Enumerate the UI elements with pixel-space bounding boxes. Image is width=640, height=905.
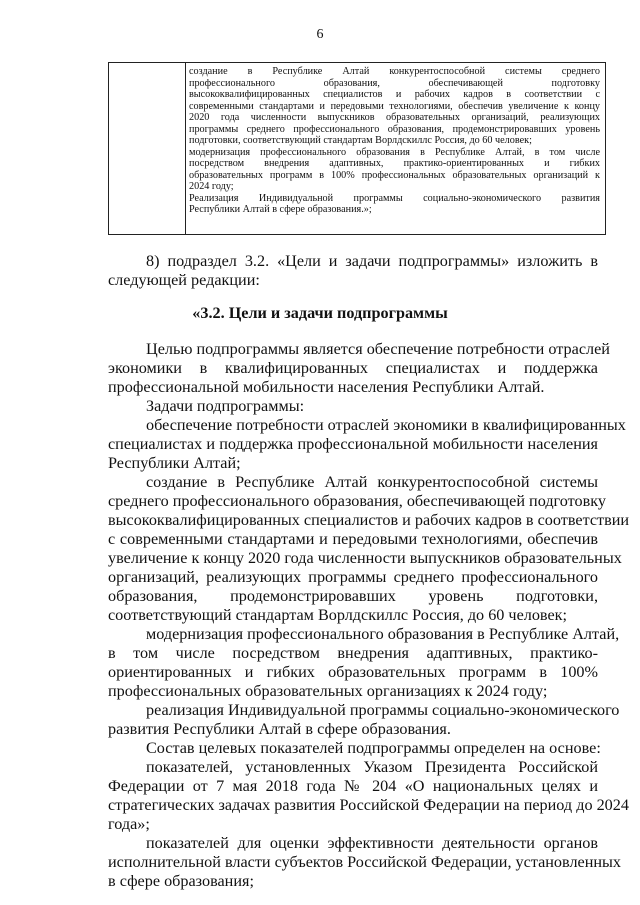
- body-line: экономики в квалифицированных специалистах и поддержка: [108, 359, 598, 377]
- table-cell-line: Республики Алтай в сфере образования.»;: [189, 204, 372, 215]
- table-cell-line: высококвалифицированных специалистов и рабочих кадров в соответствии с: [189, 89, 600, 100]
- body-line: Целью подпрограммы является обеспечение потребности отраслей: [146, 340, 610, 358]
- body-line: стратегических задачах развития Российской Федерации на период до 2024: [108, 796, 629, 814]
- body-line: показателей для оценки эффективности деятельности органов: [146, 834, 598, 852]
- body-line: образования, продемонстрировавших уровень подготовки,: [108, 587, 598, 605]
- body-line: модернизация профессионального образования в Республике Алтай,: [146, 625, 620, 643]
- intro-line: 8) подраздел 3.2. «Цели и задачи подпрограммы» изложить в: [146, 252, 598, 270]
- body-line: исполнительной власти субъектов Российской Федерации, установленных: [108, 853, 622, 871]
- body-line: года»;: [108, 815, 150, 833]
- body-line: обеспечение потребности отраслей экономики в квалифицированных: [146, 416, 626, 434]
- body-line: Республики Алтай;: [108, 454, 241, 472]
- intro-line: следующей редакции:: [108, 271, 260, 289]
- page-number: 6: [316, 27, 324, 42]
- section-body: [108, 340, 630, 891]
- body-line: среднего профессионального образования, обеспечивающей подготовку: [108, 492, 607, 510]
- table-cell-line: образовательных программ в 100% профессиональных образовательных организаций к: [189, 169, 600, 181]
- body-line: профессиональной мобильности населения Республики Алтай.: [108, 378, 545, 396]
- table-right-cell: [189, 66, 600, 216]
- body-line: в сфере образования;: [108, 872, 254, 890]
- body-line: организаций, реализующих программы среднего профессионального: [108, 568, 598, 586]
- body-line: показателей, установленных Указом Президента Российской: [146, 758, 598, 776]
- body-line: с современными стандартами и передовыми технологиями, обеспечив: [108, 530, 598, 548]
- body-line: ориентированных и гибких образовательных программ в 100%: [108, 663, 598, 681]
- body-line: Состав целевых показателей подпрограммы определен на основе:: [146, 739, 601, 757]
- table-cell-line: программы среднего профессионального образования, продемонстрировавших уровень: [189, 123, 600, 135]
- table-cell-line: посредством внедрения адаптивных, практико-ориентированных и гибких: [189, 158, 600, 169]
- table-cell-line: создание в Республике Алтай конкурентоспособной системы среднего: [189, 66, 600, 77]
- amendment-intro: [108, 252, 598, 290]
- body-line: соответствующий стандартам Ворлдскиллс Россия, до 60 человек;: [108, 606, 568, 624]
- continuation-table: [108, 62, 606, 235]
- table-cell-line: профессионального образования, обеспечивающей подготовку: [189, 77, 600, 89]
- body-line: увеличение к концу 2020 года численности выпускников образовательных: [108, 549, 622, 567]
- body-line: создание в Республике Алтай конкурентоспособной системы: [146, 473, 598, 491]
- body-line: профессиональных образовательных организациях к 2024 году;: [108, 682, 548, 700]
- section-heading: «3.2. Цели и задачи подпрограммы: [192, 304, 448, 322]
- table-cell-line: 2020 года численности выпускников образовательных организаций, реализующих: [189, 112, 600, 123]
- body-line: специалистах и поддержка профессиональной мобильности населения: [108, 435, 598, 453]
- table-cell-line: подготовки, соответствующий стандартам Ворлдскиллс Россия, до 60 человек;: [189, 135, 532, 146]
- body-line: высококвалифицированных специалистов и рабочих кадров в соответствии: [108, 511, 630, 529]
- table-left-column: [109, 63, 186, 234]
- body-line: Задачи подпрограммы:: [146, 397, 305, 415]
- body-line: Федерации от 7 мая 2018 года № 204 «О национальных целях и: [108, 777, 598, 795]
- table-cell-line: 2024 году;: [189, 181, 234, 192]
- body-line: в том числе посредством внедрения адаптивных, практико-: [108, 644, 598, 662]
- table-cell-line: современными стандартами и передовыми технологиями, обеспечив увеличение к концу: [189, 100, 600, 112]
- body-line: реализация Индивидуальной программы социально-экономического: [146, 701, 620, 719]
- body-line: развития Республики Алтай в сфере образования.: [108, 720, 451, 738]
- table-cell-line: Реализация Индивидуальной программы социально-экономического развития: [189, 192, 600, 204]
- table-cell-line: модернизация профессионального образования в Республике Алтай, в том числе: [189, 146, 600, 158]
